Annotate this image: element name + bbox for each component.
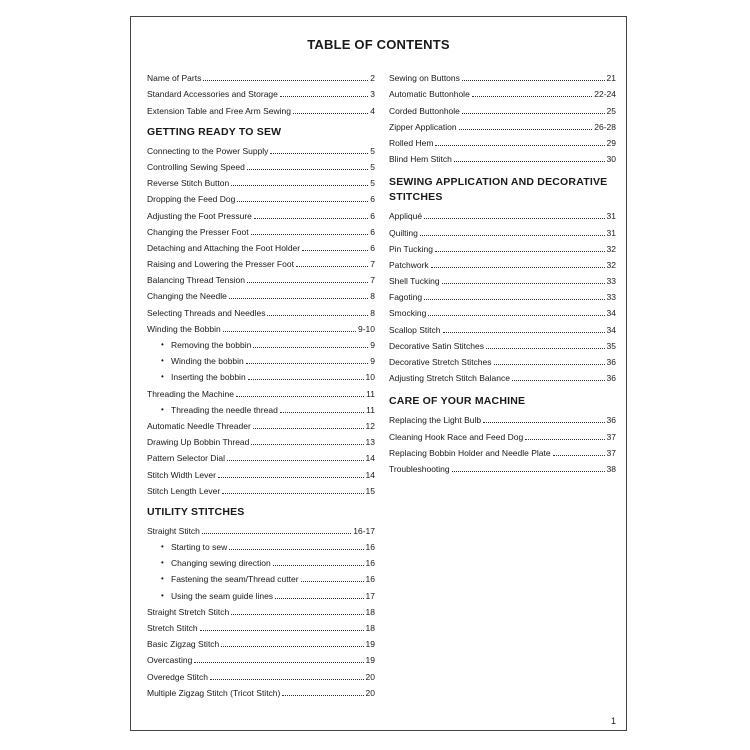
toc-entry[interactable]: Replacing Bobbin Holder and Needle Plate 37 (389, 447, 616, 458)
left-column (147, 67, 375, 698)
bullet-icon: • (161, 356, 164, 366)
toc-entry[interactable]: Stitch Width Lever 14 (147, 469, 375, 480)
intro-entries-left (147, 67, 375, 116)
toc-entry[interactable]: Corded Buttonhole 25 (389, 105, 616, 116)
section-heading-line1: SEWING APPLICATION AND DECORATIVE (389, 176, 608, 189)
toc-entry[interactable]: Basic Zigzag Stitch 19 (147, 639, 375, 650)
section-decorative-stitches (389, 175, 616, 383)
section-heading: GETTING READY TO SEW (147, 125, 282, 138)
toc-entry[interactable]: Connecting to the Power Supply 5 (147, 145, 375, 156)
toc-entry[interactable]: Appliqué 31 (389, 211, 616, 222)
toc-entry[interactable]: Balancing Thread Tension 7 (147, 275, 375, 286)
section-utility-stitches (147, 505, 375, 698)
toc-entry[interactable]: Scallop Stitch 34 (389, 324, 616, 335)
toc-entry[interactable]: Drawing Up Bobbin Thread 13 (147, 437, 375, 448)
toc-entry[interactable]: Name of Parts 2 (147, 73, 375, 84)
toc-entry[interactable]: Patchwork 32 (389, 259, 616, 270)
right-column (389, 67, 616, 474)
toc-entry[interactable]: Pattern Selector Dial 14 (147, 453, 375, 464)
toc-entry[interactable]: Stitch Length Lever 15 (147, 485, 375, 496)
toc-subentry[interactable]: • Inserting the bobbin 10 (161, 372, 375, 383)
toc-entry[interactable]: Decorative Stretch Stitches 36 (389, 357, 616, 367)
toc-entry[interactable]: Pin Tucking 32 (389, 243, 616, 254)
section-care (389, 394, 616, 474)
toc-subentry[interactable]: • Starting to sew 16 (161, 542, 375, 553)
toc-entry[interactable]: Detaching and Attaching the Foot Holder 6 (147, 242, 375, 253)
bullet-icon: • (161, 340, 164, 349)
toc-entry[interactable]: Adjusting Stretch Stitch Balance 36 (389, 373, 616, 384)
toc-subentry[interactable]: • Winding the bobbin 9 (161, 356, 375, 367)
toc-entry[interactable]: Straight Stretch Stitch 18 (147, 606, 375, 617)
bullet-icon: • (161, 404, 164, 414)
toc-entry[interactable]: Quilting 31 (389, 227, 616, 238)
toc-entry[interactable]: Raising and Lowering the Presser Foot 7 (147, 259, 375, 270)
bullet-icon: • (161, 542, 164, 552)
toc-entry[interactable]: Controlling Sewing Speed 5 (147, 161, 375, 172)
toc-entry[interactable]: Zipper Application 26-28 (389, 121, 616, 132)
toc-entry[interactable]: Replacing the Light Bulb 36 (389, 415, 616, 426)
toc-entry[interactable]: Threading the Machine 11 (147, 388, 375, 399)
toc-entry[interactable]: Fagoting 33 (389, 292, 616, 303)
toc-subentry[interactable]: • Changing sewing direction 16 (161, 558, 375, 569)
toc-entry[interactable]: Standard Accessories and Storage 3 (147, 89, 375, 100)
bullet-icon: • (161, 372, 164, 382)
section-heading-line2: STITCHES (389, 191, 443, 204)
page-title: TABLE OF CONTENTS (307, 37, 450, 52)
toc-entry[interactable]: Automatic Buttonhole 22-24 (389, 89, 616, 100)
toc-entry[interactable]: Decorative Satin Stitches 35 (389, 340, 616, 351)
intro-entries-right (389, 67, 616, 164)
toc-entry[interactable]: Stretch Stitch 18 (147, 623, 375, 633)
toc-entry[interactable]: Straight Stitch 16-17 (147, 525, 375, 536)
toc-entry[interactable]: Troubleshooting 38 (389, 463, 616, 474)
toc-subentry[interactable]: • Removing the bobbin 9 (161, 340, 375, 350)
bullet-icon: • (161, 574, 164, 584)
toc-entry[interactable]: Smocking 34 (389, 308, 616, 319)
section-heading: UTILITY STITCHES (147, 505, 245, 518)
toc-entry[interactable]: Overedge Stitch 20 (147, 671, 375, 682)
toc-entry[interactable]: Extension Table and Free Arm Sewing 4 (147, 105, 375, 116)
section-getting-ready (147, 125, 375, 496)
toc-entry[interactable]: Winding the Bobbin 9-10 (147, 323, 375, 334)
toc-entry[interactable]: Selecting Threads and Needles 8 (147, 307, 375, 318)
toc-entry[interactable]: Reverse Stitch Button 5 (147, 178, 375, 189)
toc-entry[interactable]: Dropping the Feed Dog 6 (147, 194, 375, 205)
manual-page (130, 16, 627, 731)
toc-entry[interactable]: Changing the Needle 8 (147, 291, 375, 302)
toc-entry[interactable]: Overcasting 19 (147, 655, 375, 666)
toc-entry[interactable]: Cleaning Hook Race and Feed Dog 37 (389, 431, 616, 442)
toc-subentry[interactable]: • Using the seam guide lines 17 (161, 590, 375, 601)
toc-entry[interactable]: Shell Tucking 33 (389, 276, 616, 287)
toc-entry[interactable]: Multiple Zigzag Stitch (Tricot Stitch) 20 (147, 687, 375, 698)
toc-entry[interactable]: Sewing on Buttons 21 (389, 73, 616, 84)
toc-entry[interactable]: Blind Hem Stitch 30 (389, 154, 616, 165)
bullet-icon: • (161, 590, 164, 600)
toc-entry[interactable]: Rolled Hem 29 (389, 137, 616, 148)
toc-entry[interactable]: Adjusting the Foot Pressure 6 (147, 210, 375, 221)
toc-entry[interactable]: Automatic Needle Threader 12 (147, 420, 375, 431)
page-number: 1 (610, 716, 616, 726)
section-heading: CARE OF YOUR MACHINE (389, 395, 526, 408)
bullet-icon: • (161, 558, 164, 568)
toc-entry[interactable]: Changing the Presser Foot 6 (147, 226, 375, 237)
toc-subentry[interactable]: • Fastening the seam/Thread cutter 16 (161, 574, 375, 585)
toc-subentry[interactable]: • Threading the needle thread 11 (161, 404, 375, 415)
